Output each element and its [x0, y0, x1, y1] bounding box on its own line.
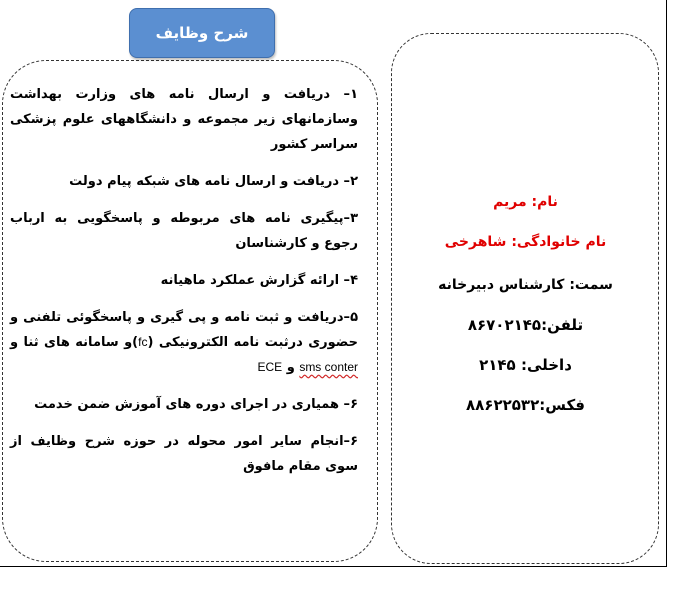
duty-item-5-part3: )و سامانه های ثنا و [10, 335, 139, 350]
duty-item-3: ۳–پیگیری نامه های مربوطه و پاسخگویی به ارباب رجوع و کارشناسان [10, 211, 358, 251]
duty-item-7: ۶–انجام سایر امور محوله در حوزه شرح وظایف از سوی مقام مافوق [10, 434, 358, 474]
contact-list [403, 190, 648, 430]
duties-title: شرح وظایف [129, 8, 275, 58]
duties-list [10, 82, 358, 491]
duty-item-5-part6: ECE [257, 360, 283, 374]
duty-item-5-part1: ۵–دریافت و ثبت نامه و پی گیری و پاسخگوئی تلفنی و حضوری درثبت نامه الکترونیکی ( [10, 310, 358, 350]
duty-item-2: ۲– دریافت و ارسال نامه های شبکه پیام دولت [69, 174, 358, 189]
contact-last-name: نام خانوادگی: شاهرخی [444, 234, 607, 250]
duty-item-5-part2: fc [138, 335, 148, 349]
contact-phone: تلفن:۸۶۷۰۲۱۴۵ [467, 316, 584, 334]
contact-extension: داخلی: ۲۱۴۵ [479, 356, 572, 374]
duty-item-6: ۶– همیاری در اجرای دوره های آموزش ضمن خدمت [34, 397, 358, 412]
duty-item-5-part4: sms conter [299, 360, 358, 374]
contact-first-name: نام: مریم [493, 194, 558, 210]
contact-fax: فکس:۸۸۶۲۲۵۳۲ [466, 396, 585, 414]
duty-item-1: ۱– دریافت و ارسال نامه های وزارت بهداشت وسازمانهای زیر مجموعه و دانشگاههای علوم پزشکی سراسر کشور [10, 87, 358, 152]
frame-bottom-border [0, 566, 667, 567]
duty-item-5 [10, 305, 358, 380]
duty-item-5-part5: و [282, 360, 300, 375]
frame-right-border [666, 0, 667, 566]
duty-item-4: ۴– ارائه گزارش عملکرد ماهیانه [160, 273, 358, 288]
contact-position: سمت: کارشناس دبیرخانه [438, 277, 613, 293]
